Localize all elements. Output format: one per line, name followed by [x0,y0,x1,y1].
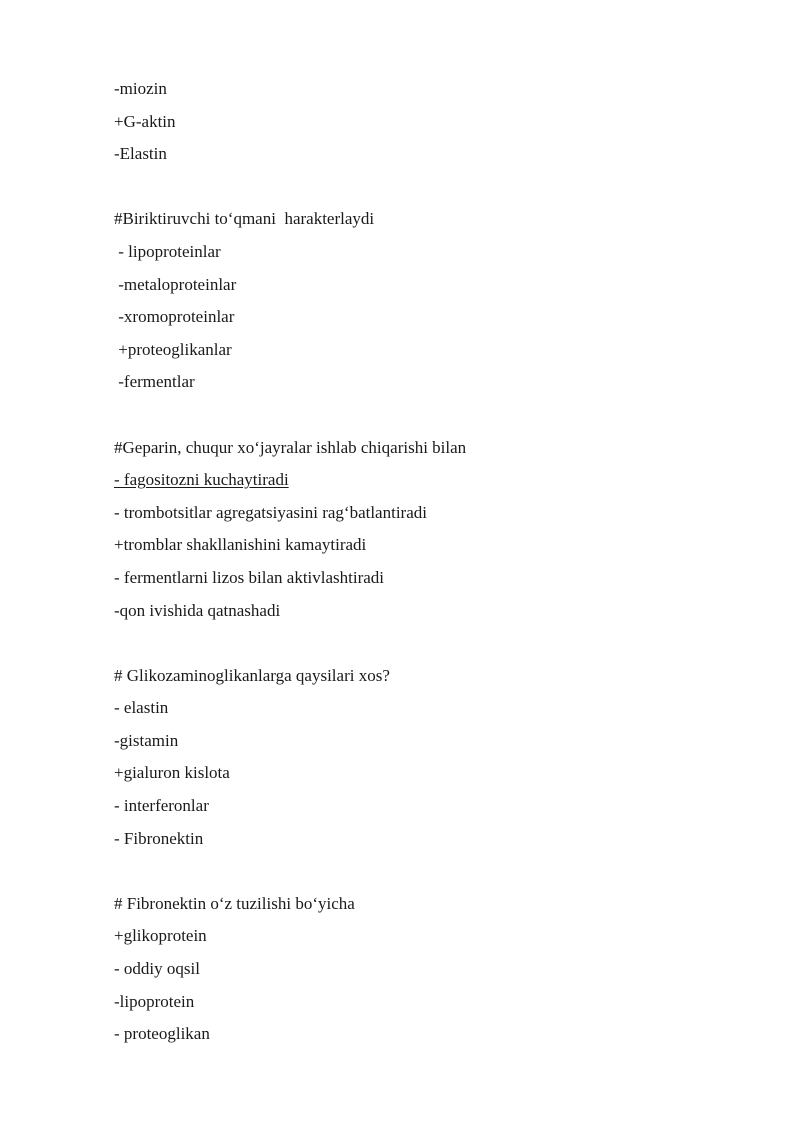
question-block-4 [114,888,734,1051]
answer-option: - proteoglikan [114,1024,210,1044]
answer-option-correct: +gialuron kislota [114,763,230,783]
answer-option-correct: +glikoprotein [114,926,207,946]
answer-option: - oddiy oqsil [114,959,200,979]
answer-option: -miozin [114,79,167,98]
answer-option-correct: +tromblar shakllanishini kamaytiradi [114,535,367,555]
question-text: #Geparin, chuqur xo‘jayralar ishlab chiqarishi bilan [114,437,467,457]
question-block-3 [114,660,734,856]
spacer [114,855,734,888]
document-body [114,73,734,1051]
spacer [114,627,734,660]
answer-option: - lipoproteinlar [114,241,221,261]
question-block-2 [114,432,734,628]
answer-option: - interferonlar [114,796,209,816]
answer-option: -gistamin [114,730,179,750]
question-text: #Biriktiruvchi to‘qmani harakterlaydi [114,209,375,229]
answer-option: -qon ivishida qatnashadi [114,600,281,620]
spacer [114,399,734,432]
question-block-1 [114,203,734,399]
answer-option: - elastin [114,698,169,718]
answer-option: -metaloproteinlar [114,274,237,294]
answer-option: -fermentlar [114,372,195,392]
answer-option: -lipoprotein [114,991,195,1011]
answer-block-0 [114,73,734,171]
answer-option: - Fibronektin [114,828,204,848]
answer-option-correct: +G-aktin [114,111,176,131]
question-text: # Glikozaminoglikanlarga qaysilari xos? [114,665,390,685]
spacer [114,171,734,204]
question-text: # Fibronektin o‘z tuzilishi bo‘yicha [114,893,355,913]
answer-option: -xromoproteinlar [114,307,235,327]
answer-option-correct: +proteoglikanlar [114,339,232,359]
answer-option-underlined: - fagositozni kuchaytiradi [114,470,289,490]
answer-option: -Elastin [114,144,167,164]
answer-option: - fermentlarni lizos bilan aktivlashtiradi [114,567,385,587]
answer-option: - trombotsitlar agregatsiyasini rag‘batlantiradi [114,502,427,522]
